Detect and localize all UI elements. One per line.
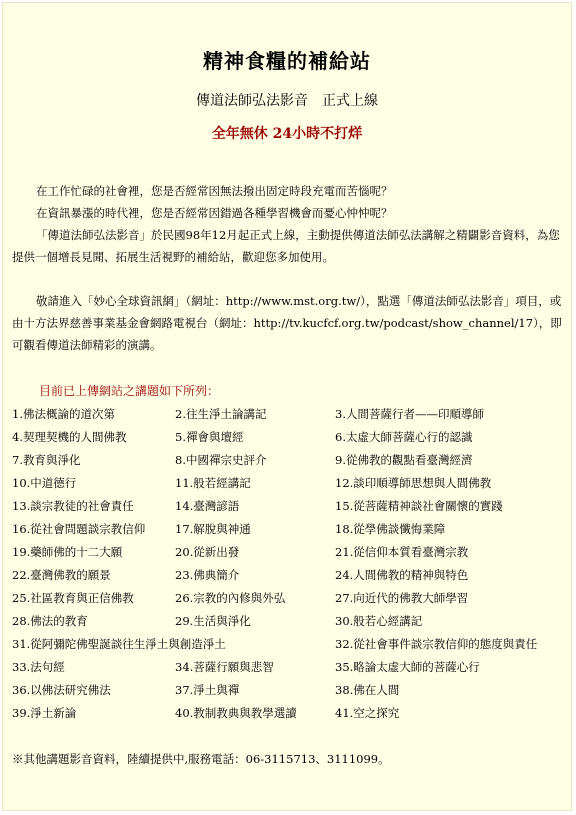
topic-row [12,656,572,679]
topic-item: 5.禪會與壇經 [175,430,244,444]
topic-item: 21.從信仰本質看臺灣宗教 [335,545,469,559]
intro-paragraph [12,180,564,268]
topic-item: 25.社區教育與正信佛教 [12,591,134,605]
topic-row [12,426,572,449]
topic-item: 41.空之探究 [335,706,400,720]
topic-item: 19.藥師佛的十二大願 [12,545,123,559]
topic-item: 8.中國禪宗史評介 [175,453,267,467]
topic-item: 34.菩薩行願與悲智 [175,660,274,674]
topic-item: 31.從阿彌陀佛聖誕談往生淨土與創造淨土 [12,637,226,651]
topic-item: 27.向近代的佛教大師學習 [335,591,469,605]
topic-item: 23.佛典簡介 [175,568,240,582]
topic-row [12,587,572,610]
topic-item: 17.解脫與神通 [175,522,251,536]
topic-item: 20.從新出發 [175,545,240,559]
topic-row [12,679,572,702]
topic-item: 22.臺灣佛教的願景 [12,568,111,582]
topic-item: 16.從社會問題談宗教信仰 [12,522,146,536]
topic-row [12,610,572,633]
topic-item: 18.從學佛談懺悔業障 [335,522,446,536]
topic-item: 38.佛在人間 [335,683,400,697]
topic-item: 30.般若心經講記 [335,614,423,628]
topic-row [12,495,572,518]
topic-row [12,541,572,564]
topic-item: 2.往生淨土論講記 [175,407,267,421]
topic-item: 6.太虛大師菩薩心行的認識 [335,430,473,444]
topic-item: 11.般若經講記 [175,476,251,490]
topic-list [12,403,572,725]
topic-row [12,702,572,725]
document-page [2,2,572,811]
topic-row [12,633,572,656]
topic-item: 9.從佛教的觀點看臺灣經濟 [335,453,473,467]
topic-row [12,472,572,495]
topic-item: 4.契理契機的人間佛教 [12,430,127,444]
topic-list-heading: 目前已上傳網站之講題如下所列： [39,384,220,398]
topic-item: 1.佛法概論的道次第 [12,407,115,421]
topic-item: 7.教育與淨化 [12,453,81,467]
slogan: 全年無休 24小時不打烊 [211,126,363,142]
topic-item: 33.法句經 [12,660,65,674]
topic-item: 29.生活與淨化 [175,614,251,628]
topic-item: 12.談印順導師思想與人間佛教 [335,476,492,490]
topic-item: 28.佛法的教育 [12,614,88,628]
topic-row [12,449,572,472]
page-subtitle: 傳道法師弘法影音 正式上線 [196,93,378,109]
topic-item: 24.人間佛教的精神與特色 [335,568,469,582]
topic-row [12,518,572,541]
topic-item: 35.略論太虛大師的菩薩心行 [335,660,480,674]
footer-note: ※其他講題影音資料，陸續提供中,服務電話：06-3115713、3111099。 [12,752,390,766]
topic-item: 26.宗教的內修與外弘 [175,591,286,605]
topic-item: 10.中道德行 [12,476,77,490]
topic-item: 3.人間菩薩行者——印順導師 [335,407,484,421]
topic-item: 40.教制教典與教學選讀 [175,706,297,720]
topic-row [12,403,572,426]
access-paragraph: 敬請進入「妙心全球資訊網」（網址：http://www.mst.org.tw/），點選「傳道法師弘法影音」項目，或由十方法界慈善事業基金會網路電視台（網址：http://tv.kucfcf.org.tw/podcast/show_channel/17），即可觀看傳道法師精彩的演講。 [12,294,562,352]
topic-row [12,564,572,587]
topic-item: 32.從社會事件談宗教信仰的態度與責任 [335,637,538,651]
intro-line-2: 在資訊暴漲的時代裡，您是否經常因錯過各種學習機會而憂心忡忡呢？ [36,206,393,220]
topic-item: 14.臺灣諺語 [175,499,240,513]
topic-item: 13.談宗教徒的社會責任 [12,499,134,513]
intro-line-3: 「傳道法師弘法影音」於民國98年12月起正式上線，主動提供傳道法師弘法講解之精闢影音資料，為您提供一個增長見聞、拓展生活視野的補給站，歡迎您多加使用。 [12,228,560,264]
topic-item: 36.以佛法研究佛法 [12,683,111,697]
page-title: 精神食糧的補給站 [203,49,371,73]
topic-item: 37.淨土與禪 [175,683,240,697]
topic-item: 39.淨土新論 [12,706,77,720]
topic-item: 15.從菩薩精神談社會關懷的實踐 [335,499,503,513]
intro-line-1: 在工作忙碌的社會裡，您是否經常因無法撥出固定時段充電而苦惱呢？ [36,184,393,198]
